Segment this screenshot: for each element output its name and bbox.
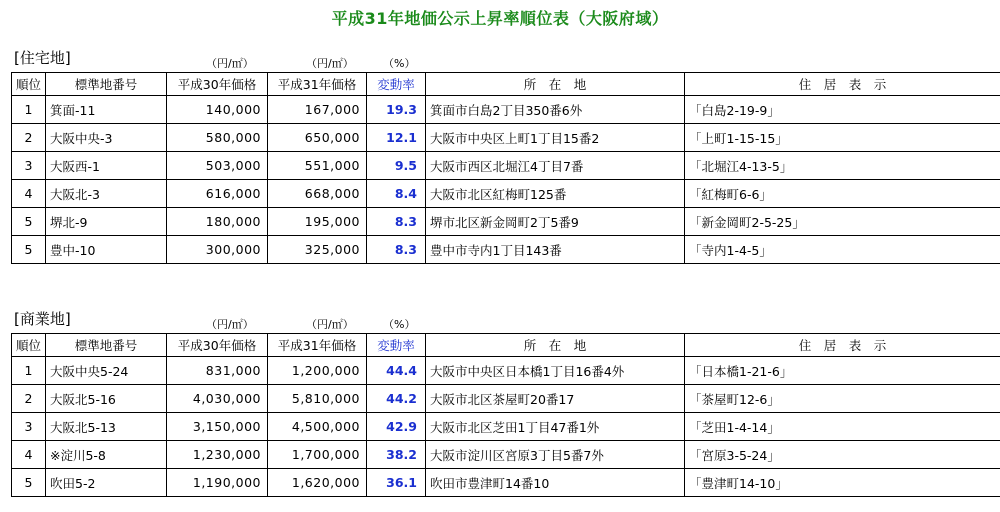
table-row <box>12 385 1000 413</box>
header-code: 標準地番号 <box>46 334 167 357</box>
price30-cell: 503,000 <box>167 152 268 180</box>
price30-cell: 616,000 <box>167 180 268 208</box>
code-cell: 吹田5-2 <box>46 469 167 497</box>
code-cell: 堺北-9 <box>46 208 167 236</box>
code-cell: 大阪中央-3 <box>46 124 167 152</box>
rank-cell: 5 <box>12 236 46 264</box>
rank-cell: 1 <box>12 96 46 124</box>
price31-unit-label: （円/㎡） <box>306 57 354 70</box>
code-cell: 大阪北5-13 <box>46 413 167 441</box>
table-row <box>12 152 1000 180</box>
residential-table <box>11 72 1000 264</box>
table-row <box>12 441 1000 469</box>
table-row <box>12 180 1000 208</box>
price31-cell: 5,810,000 <box>268 385 367 413</box>
address-cell: 「茶屋町12-6」 <box>685 385 1000 413</box>
price30-cell: 3,150,000 <box>167 413 268 441</box>
code-cell: 大阪北-3 <box>46 180 167 208</box>
header-rate: 変動率 <box>367 334 426 357</box>
location-cell: 箕面市白島2丁目350番6外 <box>426 96 685 124</box>
header-price31: 平成31年価格 <box>268 73 367 96</box>
price31-cell: 1,200,000 <box>268 357 367 385</box>
location-cell: 大阪市西区北堀江4丁目7番 <box>426 152 685 180</box>
table-row <box>12 469 1000 497</box>
rate-cell: 8.3 <box>367 208 426 236</box>
table-header-row <box>12 334 1000 357</box>
location-cell: 吹田市豊津町14番10 <box>426 469 685 497</box>
rank-cell: 2 <box>12 124 46 152</box>
address-cell: 「紅梅町6-6」 <box>685 180 1000 208</box>
rate-unit-label: （%） <box>383 57 416 70</box>
table-row <box>12 357 1000 385</box>
rate-unit-label: （%） <box>383 318 416 331</box>
price30-cell: 1,230,000 <box>167 441 268 469</box>
address-cell: 「日本橋1-21-6」 <box>685 357 1000 385</box>
header-price30: 平成30年価格 <box>167 73 268 96</box>
rate-cell: 8.3 <box>367 236 426 264</box>
table-row <box>12 208 1000 236</box>
code-cell: 箕面-11 <box>46 96 167 124</box>
rate-cell: 36.1 <box>367 469 426 497</box>
price30-cell: 1,190,000 <box>167 469 268 497</box>
price31-cell: 325,000 <box>268 236 367 264</box>
rank-cell: 5 <box>12 469 46 497</box>
rate-cell: 12.1 <box>367 124 426 152</box>
header-address: 住 居 表 示 <box>685 334 1000 357</box>
address-cell: 「芝田1-4-14」 <box>685 413 1000 441</box>
price31-cell: 4,500,000 <box>268 413 367 441</box>
header-price31: 平成31年価格 <box>268 334 367 357</box>
rank-cell: 4 <box>12 180 46 208</box>
code-cell: 大阪中央5-24 <box>46 357 167 385</box>
price30-cell: 580,000 <box>167 124 268 152</box>
header-rank: 順位 <box>12 334 46 357</box>
location-cell: 大阪市北区茶屋町20番17 <box>426 385 685 413</box>
price31-unit-label: （円/㎡） <box>306 318 354 331</box>
address-cell: 「北堀江4-13-5」 <box>685 152 1000 180</box>
code-cell: ※淀川5-8 <box>46 441 167 469</box>
rate-cell: 38.2 <box>367 441 426 469</box>
rank-cell: 1 <box>12 357 46 385</box>
price30-cell: 140,000 <box>167 96 268 124</box>
location-cell: 大阪市北区紅梅町125番 <box>426 180 685 208</box>
rate-cell: 9.5 <box>367 152 426 180</box>
rank-cell: 3 <box>12 152 46 180</box>
table-row <box>12 413 1000 441</box>
code-cell: 豊中-10 <box>46 236 167 264</box>
rate-cell: 8.4 <box>367 180 426 208</box>
location-cell: 堺市北区新金岡町2丁5番9 <box>426 208 685 236</box>
rank-cell: 3 <box>12 413 46 441</box>
rank-cell: 4 <box>12 441 46 469</box>
code-cell: 大阪西-1 <box>46 152 167 180</box>
rate-cell: 42.9 <box>367 413 426 441</box>
header-location: 所 在 地 <box>426 73 685 96</box>
header-code: 標準地番号 <box>46 73 167 96</box>
residential-section-label: [住宅地] <box>14 49 71 67</box>
table-header-row <box>12 73 1000 96</box>
header-location: 所 在 地 <box>426 334 685 357</box>
rate-cell: 44.2 <box>367 385 426 413</box>
price31-cell: 551,000 <box>268 152 367 180</box>
price31-cell: 668,000 <box>268 180 367 208</box>
commercial-section-label: [商業地] <box>14 310 71 328</box>
table-row <box>12 236 1000 264</box>
price30-cell: 300,000 <box>167 236 268 264</box>
location-cell: 大阪市淀川区宮原3丁目5番7外 <box>426 441 685 469</box>
price31-cell: 195,000 <box>268 208 367 236</box>
address-cell: 「宮原3-5-24」 <box>685 441 1000 469</box>
rate-cell: 44.4 <box>367 357 426 385</box>
table-row <box>12 124 1000 152</box>
header-price30: 平成30年価格 <box>167 334 268 357</box>
rank-cell: 2 <box>12 385 46 413</box>
price30-cell: 180,000 <box>167 208 268 236</box>
address-cell: 「豊津町14-10」 <box>685 469 1000 497</box>
location-cell: 大阪市北区芝田1丁目47番1外 <box>426 413 685 441</box>
address-cell: 「新金岡町2-5-25」 <box>685 208 1000 236</box>
header-rank: 順位 <box>12 73 46 96</box>
location-cell: 豊中市寺内1丁目143番 <box>426 236 685 264</box>
address-cell: 「白島2-19-9」 <box>685 96 1000 124</box>
address-cell: 「上町1-15-15」 <box>685 124 1000 152</box>
price31-cell: 1,700,000 <box>268 441 367 469</box>
location-cell: 大阪市中央区日本橋1丁目16番4外 <box>426 357 685 385</box>
page-title: 平成31年地価公示上昇率順位表（大阪府域） <box>331 9 669 28</box>
location-cell: 大阪市中央区上町1丁目15番2 <box>426 124 685 152</box>
address-cell: 「寺内1-4-5」 <box>685 236 1000 264</box>
price30-cell: 831,000 <box>167 357 268 385</box>
price30-unit-label: （円/㎡） <box>206 57 254 70</box>
price31-cell: 650,000 <box>268 124 367 152</box>
header-rate: 変動率 <box>367 73 426 96</box>
commercial-table <box>11 333 1000 497</box>
rate-cell: 19.3 <box>367 96 426 124</box>
price30-cell: 4,030,000 <box>167 385 268 413</box>
rank-cell: 5 <box>12 208 46 236</box>
price31-cell: 1,620,000 <box>268 469 367 497</box>
header-address: 住 居 表 示 <box>685 73 1000 96</box>
table-row <box>12 96 1000 124</box>
code-cell: 大阪北5-16 <box>46 385 167 413</box>
price30-unit-label: （円/㎡） <box>206 318 254 331</box>
price31-cell: 167,000 <box>268 96 367 124</box>
